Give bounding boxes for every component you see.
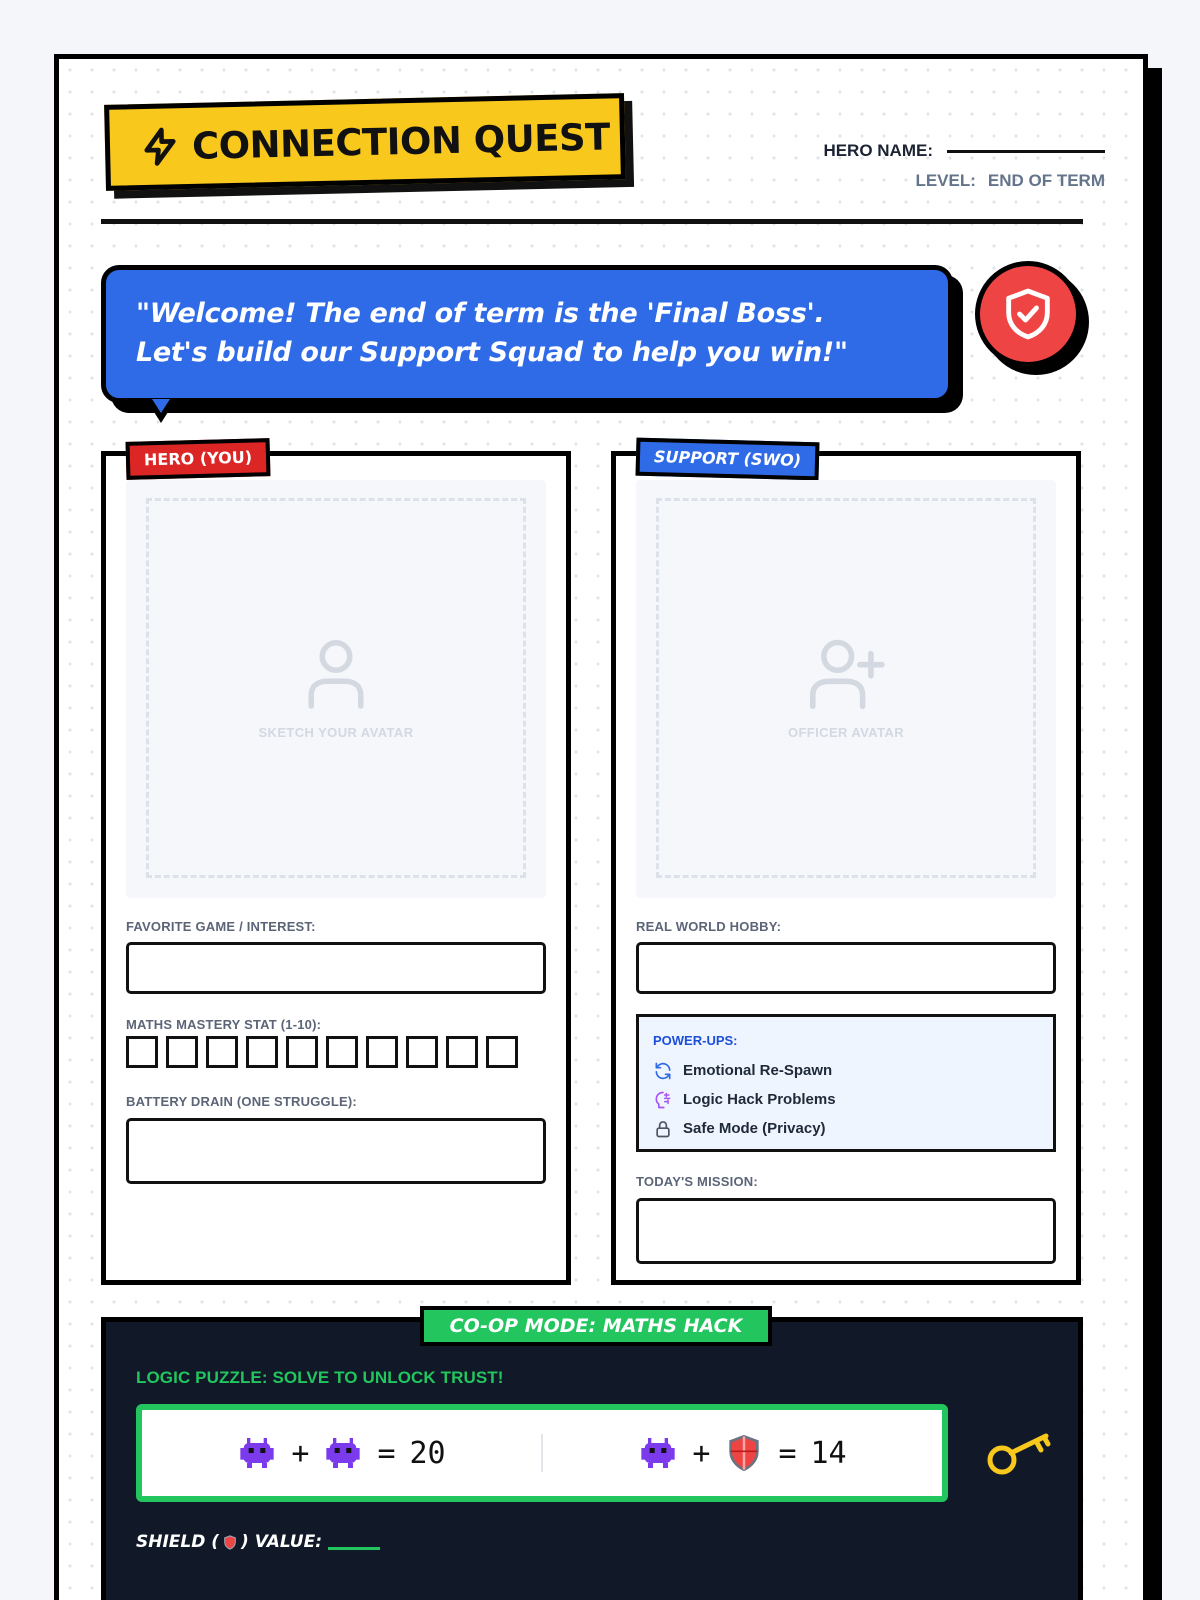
mission-input[interactable] — [636, 1198, 1056, 1264]
hero-avatar-frame[interactable] — [146, 498, 526, 878]
stat-checkbox[interactable] — [326, 1036, 358, 1068]
maths-mastery-boxes — [126, 1036, 518, 1068]
stat-checkbox[interactable] — [166, 1036, 198, 1068]
support-card — [611, 447, 1081, 1285]
worksheet-page — [54, 54, 1148, 1600]
plus-sign: + — [291, 1435, 310, 1471]
stat-checkbox[interactable] — [286, 1036, 318, 1068]
shield-value-blank[interactable] — [328, 1547, 380, 1550]
stat-checkbox[interactable] — [446, 1036, 478, 1068]
power-ups-title: POWER-UPS: — [653, 1033, 738, 1048]
plus-sign: + — [692, 1435, 711, 1471]
power-up-label: Safe Mode (Privacy) — [683, 1120, 826, 1137]
title-box — [104, 93, 626, 191]
hobby-label: REAL WORLD HOBBY: — [636, 919, 782, 934]
shield-value-suffix: ) VALUE: — [241, 1532, 323, 1552]
stat-checkbox[interactable] — [246, 1036, 278, 1068]
alien-monster-icon — [638, 1433, 678, 1473]
equals-sign: = — [778, 1435, 797, 1471]
hero-avatar-label: SKETCH YOUR AVATAR — [258, 724, 414, 740]
equals-sign: = — [377, 1435, 396, 1471]
coop-subtitle: LOGIC PUZZLE: SOLVE TO UNLOCK TRUST! — [136, 1368, 504, 1387]
respawn-icon — [653, 1061, 673, 1081]
hero-name-field[interactable] — [823, 141, 1105, 161]
title-banner — [104, 93, 626, 191]
level-label: LEVEL: — [915, 171, 976, 190]
equation-2 — [543, 1433, 942, 1473]
page-title: CONNECTION QUEST — [191, 114, 611, 168]
power-up-item — [653, 1056, 1039, 1085]
mission-label: TODAY'S MISSION: — [636, 1174, 758, 1189]
user-plus-icon — [807, 637, 885, 709]
stat-checkbox[interactable] — [406, 1036, 438, 1068]
officer-avatar-label: OFFICER AVATAR — [787, 724, 905, 740]
speech-bubble-tail-fill — [152, 399, 170, 413]
stat-checkbox[interactable] — [486, 1036, 518, 1068]
equation-2-result: 14 — [810, 1435, 847, 1471]
speech-bubble — [101, 265, 953, 403]
logic-puzzle — [136, 1404, 948, 1502]
support-tag: SUPPORT (SWO) — [636, 438, 820, 481]
interest-input[interactable] — [126, 942, 546, 994]
battery-drain-label: BATTERY DRAIN (ONE STRUGGLE): — [126, 1094, 357, 1109]
coop-panel — [101, 1317, 1083, 1600]
logic-icon — [653, 1090, 673, 1110]
hero-name-label: HERO NAME: — [823, 141, 933, 160]
hero-avatar-area[interactable] — [126, 480, 546, 898]
equation-1-result: 20 — [409, 1435, 446, 1471]
power-up-label: Logic Hack Problems — [683, 1091, 836, 1108]
bubble-line-1: "Welcome! The end of term is the 'Final Boss'. — [136, 298, 825, 329]
user-icon — [303, 637, 369, 709]
lock-icon — [653, 1119, 673, 1139]
bubble-line-2: Let's build our Support Squad to help you win!" — [136, 337, 848, 368]
power-up-item — [653, 1085, 1039, 1114]
shield-emoji-icon — [222, 1534, 238, 1551]
shield-value-field — [136, 1532, 380, 1552]
stat-checkbox[interactable] — [126, 1036, 158, 1068]
shield-value-prefix: SHIELD ( — [136, 1532, 220, 1552]
maths-mastery-label: MATHS MASTERY STAT (1-10): — [126, 1017, 322, 1032]
alien-monster-icon — [237, 1433, 277, 1473]
header-divider — [101, 219, 1083, 224]
officer-avatar-frame[interactable] — [656, 498, 1036, 878]
interest-label: FAVORITE GAME / INTEREST: — [126, 919, 316, 934]
hero-name-line[interactable] — [947, 150, 1105, 153]
hobby-input[interactable] — [636, 942, 1056, 994]
equation-1 — [142, 1433, 541, 1473]
level-info — [915, 171, 1105, 191]
stat-checkbox[interactable] — [206, 1036, 238, 1068]
hero-tag: HERO (YOU) — [126, 438, 271, 480]
coop-tag: CO-OP MODE: MATHS HACK — [420, 1306, 772, 1346]
level-value: END OF TERM — [987, 171, 1105, 190]
power-ups-panel — [636, 1014, 1056, 1152]
key-icon — [984, 1422, 1054, 1487]
stat-checkbox[interactable] — [366, 1036, 398, 1068]
officer-avatar-area[interactable] — [636, 480, 1056, 898]
shield-check-badge — [975, 261, 1081, 367]
battery-drain-input[interactable] — [126, 1118, 546, 1184]
power-up-label: Emotional Re-Spawn — [683, 1062, 833, 1079]
lightning-bolt-icon — [140, 124, 181, 169]
shield-check-icon — [999, 285, 1057, 343]
hero-card — [101, 447, 571, 1285]
alien-monster-icon — [323, 1433, 363, 1473]
shield-emoji-icon — [724, 1433, 764, 1473]
power-up-item — [653, 1114, 1039, 1143]
